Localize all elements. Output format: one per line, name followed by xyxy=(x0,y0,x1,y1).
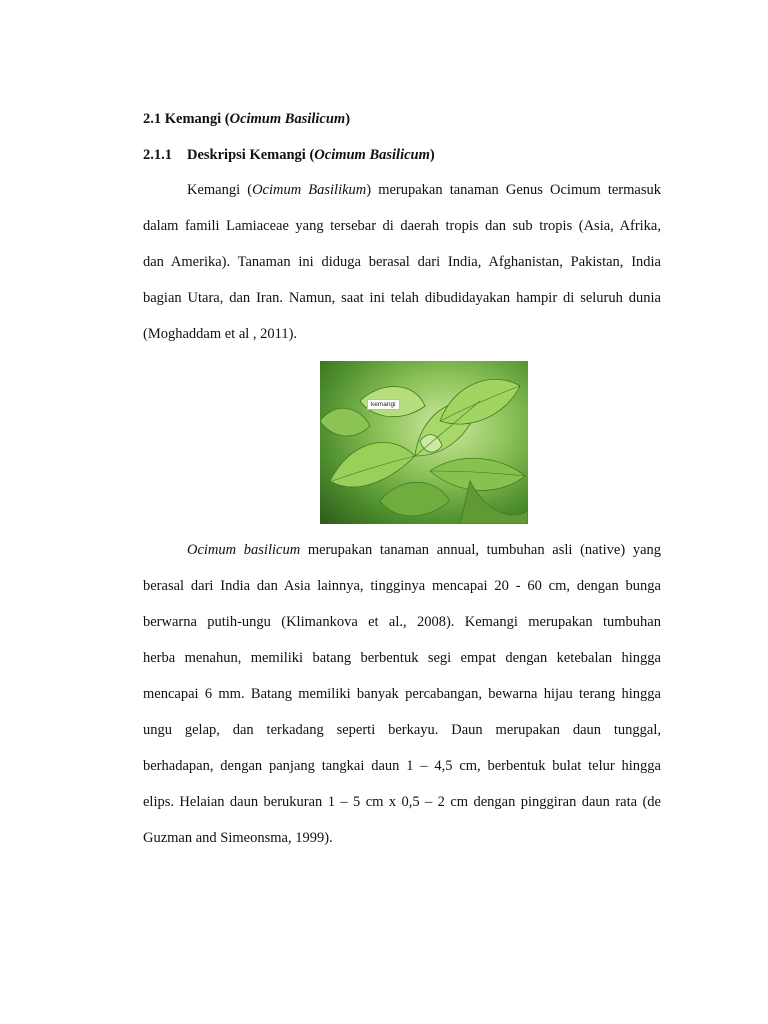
paragraph-line: berhadapan, dengan panjang tangkai daun 1 – 4,5 cm, berbentuk bulat telur hingga xyxy=(143,758,661,774)
subsection-number: 2.1.1 xyxy=(143,147,172,163)
subsection-text-end: ) xyxy=(429,147,435,163)
text-run: ) merupakan tanaman Genus Ocimum termasuk xyxy=(366,182,661,198)
text-run: Kemangi ( xyxy=(187,182,253,198)
heading-scientific-name: Ocimum Basilicum xyxy=(229,111,346,127)
text-run: merupakan tanaman annual, tumbuhan asli (native) yang xyxy=(300,542,661,558)
paragraph-line: (Moghaddam et al , 2011). xyxy=(143,326,298,342)
paragraph-line: berasal dari India dan Asia lainnya, tingginya mencapai 20 - 60 cm, dengan bunga xyxy=(143,578,661,594)
paragraph-line xyxy=(187,541,661,559)
basil-leaves-illustration xyxy=(320,361,528,524)
heading-text-end: ) xyxy=(345,111,351,127)
paragraph-morphology xyxy=(143,541,661,846)
paragraph-line: herba menahun, memiliki batang berbentuk segi empat dengan ketebalan hingga xyxy=(143,650,661,666)
paragraph-description xyxy=(143,181,661,361)
paragraph-line: mencapai 6 mm. Batang memiliki banyak percabangan, bewarna hijau terang hingga xyxy=(143,686,661,702)
subsection-text: Deskripsi Kemangi ( xyxy=(187,147,315,163)
figure-label: kemangi xyxy=(367,399,400,410)
paragraph-line: ungu gelap, dan terkadang seperti berkayu. Daun merupakan daun tunggal, xyxy=(143,722,661,738)
subsection-heading xyxy=(143,146,435,164)
paragraph-line: Guzman and Simeonsma, 1999). xyxy=(143,830,333,846)
scientific-name: Ocimum Basilikum xyxy=(252,182,367,198)
paragraph-line: bagian Utara, dan Iran. Namun, saat ini telah dibudidayakan hampir di seluruh dunia xyxy=(143,290,661,306)
scientific-name: Ocimum basilicum xyxy=(187,542,301,558)
section-heading xyxy=(143,110,350,128)
heading-text: 2.1 Kemangi ( xyxy=(143,111,230,127)
paragraph-line: elips. Helaian daun berukuran 1 – 5 cm x 0,5 – 2 cm dengan pinggiran daun rata (de xyxy=(143,794,661,810)
paragraph-line: dalam famili Lamiaceae yang tersebar di daerah tropis dan sub tropis (Asia, Afrika, xyxy=(143,218,661,234)
paragraph-line: berwarna putih-ungu (Klimankova et al., 2008). Kemangi merupakan tumbuhan xyxy=(143,614,661,630)
subsection-scientific-name: Ocimum Basilicum xyxy=(314,147,430,163)
paragraph-line: dan Amerika). Tanaman ini diduga berasal dari India, Afghanistan, Pakistan, India xyxy=(143,254,661,270)
paragraph-line xyxy=(187,181,661,199)
basil-plant-photo xyxy=(320,361,528,524)
